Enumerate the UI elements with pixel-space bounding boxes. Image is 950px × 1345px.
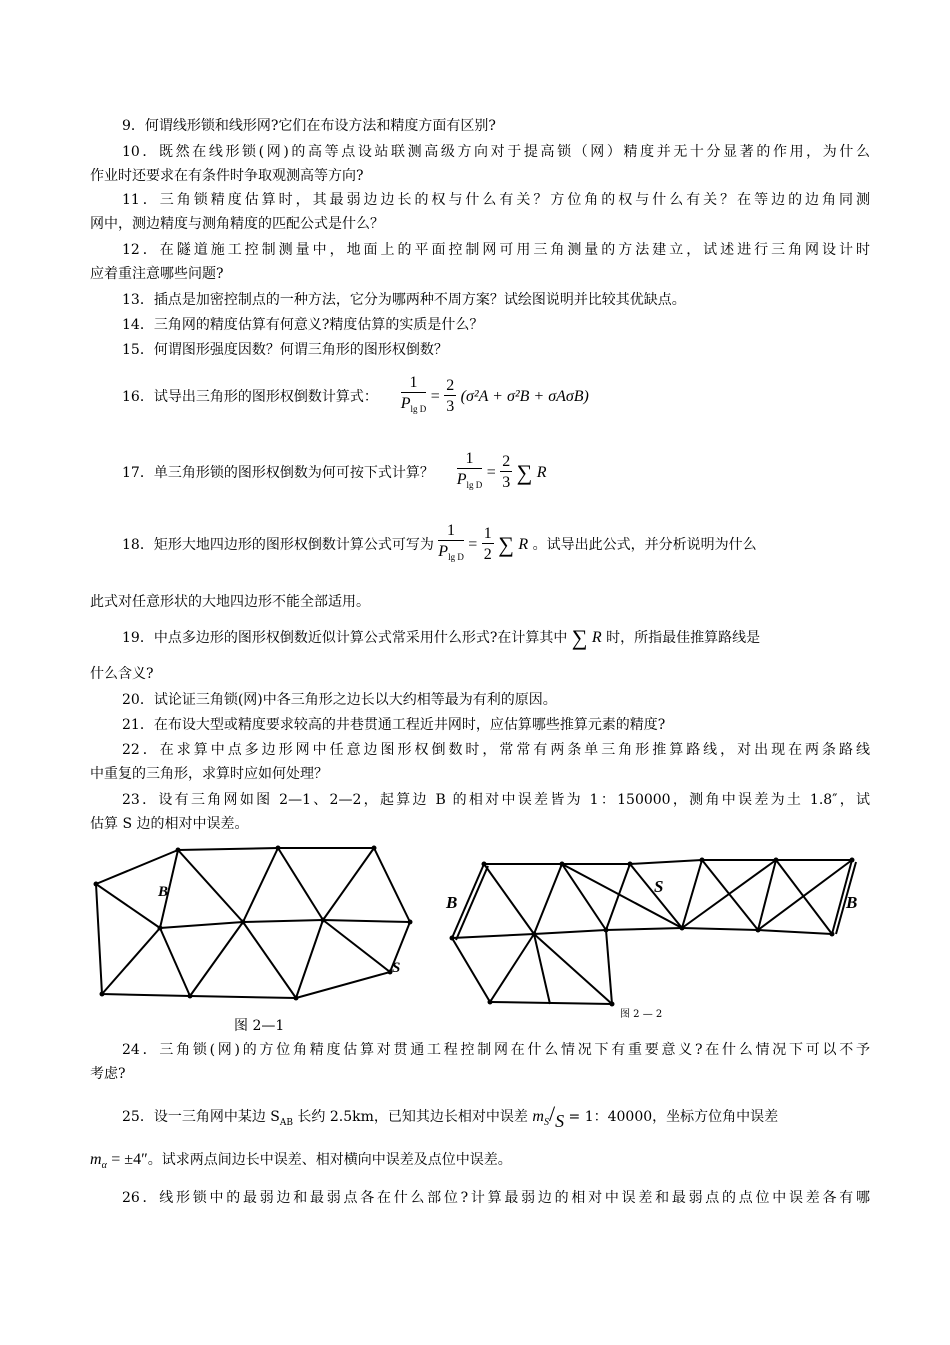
formula-m: m	[532, 1108, 544, 1125]
fig2-label-s: S	[654, 877, 664, 896]
question-19-text: 19．中点多边形的图形权倒数近似计算公式常采用什么形式?在计算其中	[122, 630, 568, 646]
question-25-line2	[90, 1150, 870, 1176]
formula-P: P	[456, 471, 467, 488]
question-21: 21．在布设大型或精度要求较高的井巷贯通工程近井网时，应估算哪些推算元素的精度?	[122, 717, 666, 733]
question-14: 14．三角网的精度估算有何意义?精度估算的实质是什么？	[122, 317, 484, 333]
question-17	[122, 450, 870, 496]
formula-R: R	[518, 536, 529, 554]
question-11-line1: 11．三角锁精度估算时，其最弱边边长的权与什么有关？方位角的权与什么有关？在等边的边角同测	[122, 192, 870, 208]
question-25-tail2: 。试求两点间边长中误差、相对横向中误差及点位中误差。	[147, 1152, 512, 1168]
formula-S: S	[555, 1111, 565, 1131]
question-12-line1: 12．在隧道施工控制测量中，地面上的平面控制网可用三角测量的方法建立，试述进行三角网设计时	[122, 242, 870, 258]
question-19-line2: 什么含义?	[90, 666, 154, 682]
formula-17-fraction	[457, 450, 483, 496]
formula-alpha: α	[101, 1160, 107, 1172]
formula-ms-sub: S	[543, 1117, 549, 1129]
formula-18-half	[482, 525, 494, 566]
formula-lgD: lg D	[448, 552, 464, 563]
formula-denominator	[438, 541, 464, 568]
question-18-tail: 。试导出此公式，并分析说明为什么	[532, 537, 757, 554]
question-20: 20．试论证三角锁(网)中各三角形之边长以大约相等最为有利的原因。	[122, 692, 557, 708]
formula-sum: ∑	[498, 532, 514, 558]
fig2-label-b-left: B	[446, 893, 458, 912]
question-24-line2: 考虑?	[90, 1066, 126, 1082]
question-25-sub: AB	[279, 1117, 293, 1128]
formula-ms	[532, 1108, 549, 1129]
formula-16-two-thirds	[444, 377, 456, 418]
formula-equals: =	[468, 536, 478, 554]
formula-lgD: lg D	[410, 404, 427, 415]
question-23-line1: 23．设有三角网如图 2—1、2—2，起算边 B 的相对中误差皆为 1：150000，测角中误差为土 1.8″，试	[122, 792, 870, 808]
formula-m-alpha	[90, 1151, 107, 1172]
formula-P: P	[438, 543, 449, 560]
question-17-text: 17．单三角形锁的图形权倒数为何可按下式计算？	[122, 465, 434, 482]
fig2-label-b-right: B	[846, 893, 858, 912]
formula-16-sigma-expr: (σ²A + σ²B + σAσB)	[460, 388, 589, 406]
figure-2-1-caption: 图 2—1	[234, 1018, 285, 1034]
question-16	[122, 374, 870, 420]
question-18-line2: 此式对任意形状的大地四边形不能全部适用。	[90, 594, 370, 610]
formula-18-fraction	[438, 522, 464, 568]
formula-equals: =	[430, 388, 440, 406]
question-25-mid: 长约 2.5km，已知其边长相对中误差	[292, 1109, 528, 1125]
question-11-line2: 网中，测边精度与测角精度的匹配公式是什么？	[90, 216, 384, 232]
question-22-line1: 22．在求算中点多边形网中任意边图形权倒数时，常常有两条单三角形推算路线，对出现在两条路线	[122, 742, 870, 758]
formula-pm4: = ±4″	[111, 1151, 148, 1168]
formula-16-fraction	[401, 374, 427, 420]
formula-17-two-thirds	[500, 453, 512, 494]
formula-P: P	[400, 395, 411, 412]
formula-lgD: lg D	[466, 480, 483, 491]
fig1-label-s: S	[392, 960, 401, 976]
formula-two: 2	[483, 545, 492, 563]
question-13: 13．插点是加密控制点的一种方法，它分为哪两种不周方案？试绘图说明并比较其优缺点。	[122, 292, 686, 308]
question-12-line2: 应着重注意哪些问题?	[90, 266, 224, 282]
question-18-line1	[122, 522, 870, 568]
formula-denominator	[401, 393, 427, 420]
formula-sum: ∑	[516, 460, 533, 486]
figure-2-2	[438, 850, 868, 1010]
formula-sum: ∑	[571, 625, 588, 650]
question-10-line1: 10．既然在线形锁(网)的高等点设站联测高级方向对于提高锁（网）精度并无十分显著的作用，为什么	[122, 144, 870, 160]
figure-2-1	[88, 840, 418, 1010]
question-9: 9．何谓线形锁和线形网?它们在布设方法和精度方面有区别?	[122, 118, 496, 134]
fig1-label-b: B	[158, 884, 169, 900]
question-23-line2: 估算 S 边的相对中误差。	[90, 816, 249, 832]
question-24-line1: 24．三角锁(网)的方位角精度估算对贯通工程控制网在什么情况下有重要意义?在什么情况下可以不予	[122, 1042, 870, 1058]
formula-numerator: 1	[457, 450, 483, 469]
question-15: 15．何谓图形强度因数？何谓三角形的图形权倒数？	[122, 342, 448, 358]
formula-equals: =	[486, 464, 496, 482]
formula-one: 1	[483, 524, 492, 542]
figure-2-2-caption: 图 2 — 2	[620, 1009, 663, 1020]
formula-numerator: 1	[438, 522, 464, 541]
question-10-line2: 作业时还要求在有条件时争取观测高等方向?	[90, 168, 364, 184]
formula-R: R	[591, 629, 602, 646]
question-25-text: 25．设一三角网中某边 S	[122, 1109, 280, 1125]
formula-R: R	[536, 464, 547, 482]
question-16-text: 16．试导出三角形的图形权倒数计算式：	[122, 389, 378, 406]
question-25-line1	[122, 1096, 870, 1141]
question-19-line1	[122, 624, 870, 652]
formula-numerator: 1	[401, 374, 427, 393]
formula-two: 2	[502, 452, 511, 470]
question-18-text: 18．矩形大地四边形的图形权倒数计算公式可写为	[122, 537, 434, 554]
question-19-tail: 时，所指最佳推算路线是	[606, 630, 761, 646]
formula-denominator	[457, 469, 483, 496]
question-25-tail: = 1：40000，坐标方位角中误差	[568, 1109, 779, 1125]
formula-slash: /	[548, 1101, 556, 1126]
formula-three: 3	[446, 397, 455, 415]
formula-two: 2	[446, 376, 455, 394]
question-26: 26．线形锁中的最弱边和最弱点各在什么部位?计算最弱边的相对中误差和最弱点的点位中误差各有哪	[122, 1190, 870, 1206]
formula-three: 3	[502, 473, 511, 491]
question-22-line2: 中重复的三角形，求算时应如何处理？	[90, 766, 328, 782]
formula-m: m	[90, 1151, 102, 1168]
